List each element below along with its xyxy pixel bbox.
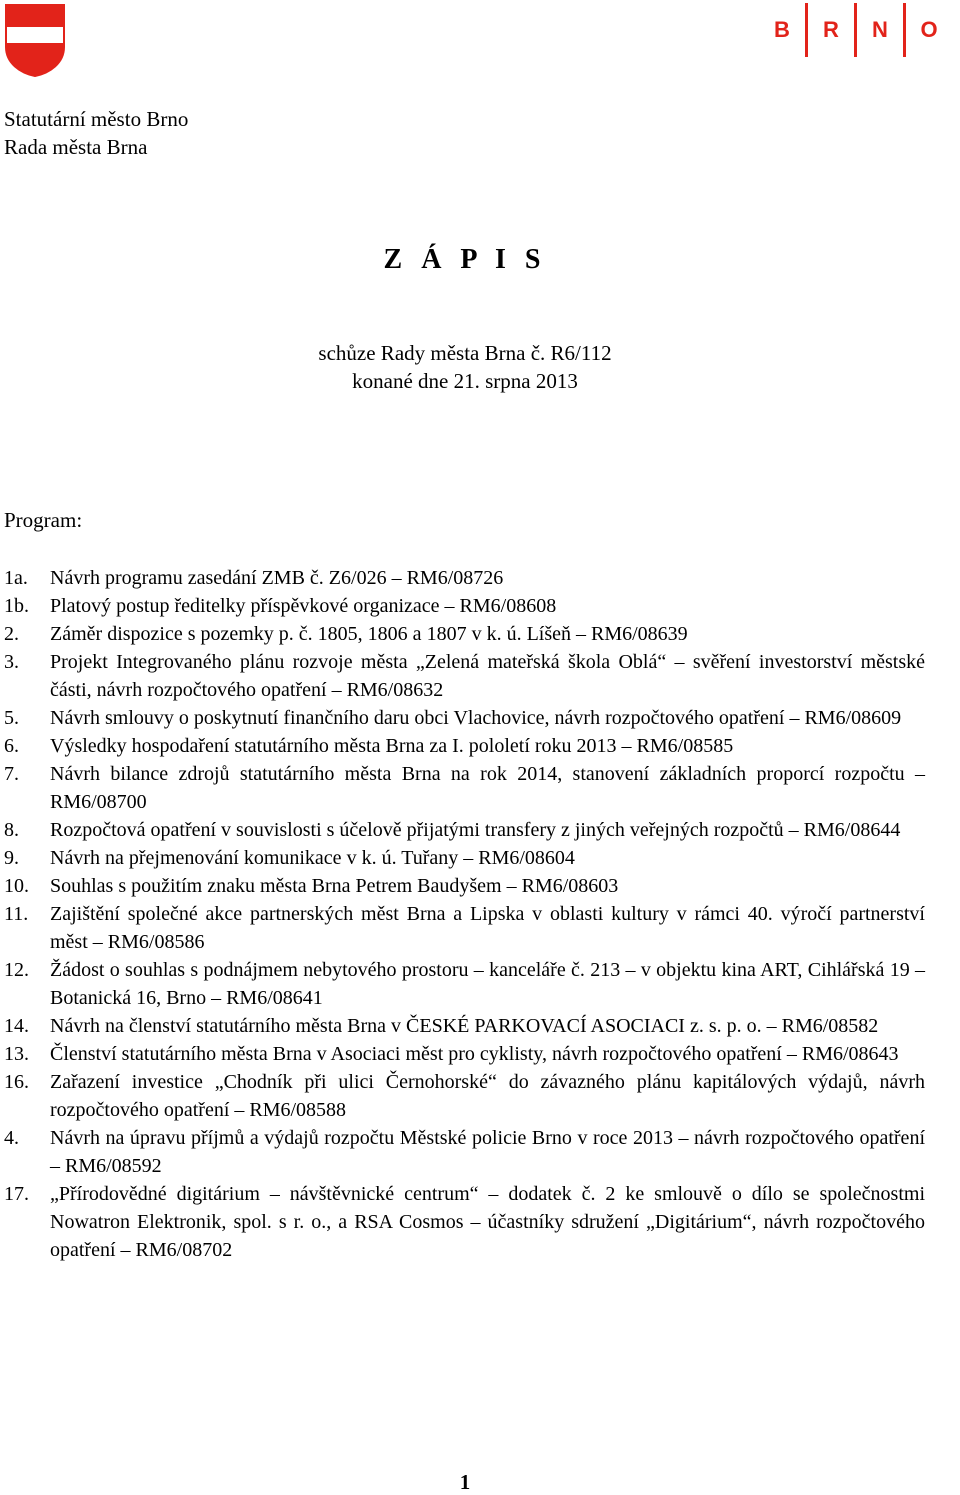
program-item-number: 14. <box>4 1015 29 1037</box>
program-item <box>4 900 925 956</box>
page-number: 1 <box>459 1470 471 1494</box>
meeting-date: konané dne 21. srpna 2013 <box>352 369 578 393</box>
program-item <box>4 816 925 844</box>
logo-letter-b: B <box>774 17 790 42</box>
program-item-number: 8. <box>4 819 19 841</box>
issuer-city: Statutární město Brno <box>4 107 189 131</box>
program-item-number: 7. <box>4 763 19 785</box>
program-item <box>4 760 925 816</box>
program-item-number: 17. <box>4 1183 29 1205</box>
program-item-text: Výsledky hospodaření statutárního města Brna za I. pololetí roku 2013 – RM6/08585 <box>50 735 734 757</box>
program-item-text: Žádost o souhlas s podnájmem nebytového prostoru – kanceláře č. 213 – v objektu kina ART, Cihlářská 19 – Botanická 16, Brno – RM6/08641 <box>50 959 925 1009</box>
program-item <box>4 704 925 732</box>
program-item <box>4 648 925 704</box>
program-item <box>4 1040 925 1068</box>
program-item <box>4 1012 925 1040</box>
program-item-number: 5. <box>4 707 19 729</box>
program-item-text: Zařazení investice „Chodník při ulici Černohorské“ do závazného plánu kapitálových výdajů, návrh rozpočtového opatření – RM6/08588 <box>50 1071 925 1121</box>
program-item-text: „Přírodovědné digitárium – návštěvnické centrum“ – dodatek č. 2 ke smlouvě o dílo se společnostmi Nowatron Elektronik, spol. s r. o., a RSA Cosmos – účastníky sdružení „Digitárium“, návrh rozpočtového opatření – RM6/08702 <box>50 1183 925 1261</box>
program-item-number: 13. <box>4 1043 29 1065</box>
program-item-text: Návrh bilance zdrojů statutárního města Brna na rok 2014, stanovení základních proporcí rozpočtu – RM6/08700 <box>50 763 925 813</box>
program-item-number: 1a. <box>4 567 28 589</box>
program-item-text: Návrh smlouvy o poskytnutí finančního daru obci Vlachovice, návrh rozpočtového opatření – RM6/08609 <box>50 707 902 729</box>
program-label: Program: <box>4 508 83 532</box>
program-item <box>4 620 925 648</box>
program-item-text: Návrh na členství statutárního města Brna v ČESKÉ PARKOVACÍ ASOCIACI z. s. p. o. – RM6/08582 <box>50 1015 879 1037</box>
logo-letter-o: O <box>920 17 938 42</box>
logo-letter-r: R <box>823 17 839 42</box>
program-item-text: Platový postup ředitelky příspěvkové organizace – RM6/08608 <box>50 595 557 617</box>
issuer-council: Rada města Brna <box>4 135 148 159</box>
brno-crest-icon <box>4 3 66 77</box>
program-item-number: 9. <box>4 847 19 869</box>
program-item-text: Návrh na přejmenování komunikace v k. ú. Tuřany – RM6/08604 <box>50 847 575 869</box>
document-title: Z Á P I S <box>383 244 547 275</box>
program-item-text: Projekt Integrovaného plánu rozvoje města „Zelená mateřská škola Oblá“ – svěření investorství městské části, návrh rozpočtového opatření – RM6/08632 <box>50 651 925 701</box>
issuer-block <box>4 105 188 161</box>
program-item <box>4 872 925 900</box>
program-item <box>4 564 925 592</box>
program-list <box>4 564 925 1264</box>
program-item-number: 2. <box>4 623 19 645</box>
program-item-number: 11. <box>4 903 29 925</box>
document-subtitle <box>0 339 930 395</box>
program-item-text: Rozpočtová opatření v souvislosti s účelově přijatými transfery z jiných veřejných rozpočtů – RM6/08644 <box>50 819 901 841</box>
program-item-number: 6. <box>4 735 19 757</box>
program-item-text: Členství statutárního města Brna v Asociaci měst pro cyklisty, návrh rozpočtového opatření – RM6/08643 <box>50 1043 899 1065</box>
program-item-text: Záměr dispozice s pozemky p. č. 1805, 1806 a 1807 v k. ú. Líšeň – RM6/08639 <box>50 623 688 645</box>
program-item <box>4 592 925 620</box>
program-item-text: Zajištění společné akce partnerských měst Brna a Lipska v oblasti kultury v rámci 40. výročí partnerství měst – RM6/08586 <box>50 903 925 953</box>
program-item-text: Souhlas s použitím znaku města Brna Petrem Baudyšem – RM6/08603 <box>50 875 619 897</box>
program-item <box>4 1180 925 1264</box>
program-item-number: 4. <box>4 1127 19 1149</box>
program-item-number: 10. <box>4 875 29 897</box>
program-item <box>4 1124 925 1180</box>
program-item-text: Návrh na úpravu příjmů a výdajů rozpočtu Městské policie Brno v roce 2013 – návrh rozpočtového opatření – RM6/08592 <box>50 1127 925 1177</box>
program-item <box>4 956 925 1012</box>
program-item <box>4 732 925 760</box>
program-item-number: 12. <box>4 959 29 981</box>
meeting-number: schůze Rady města Brna č. R6/112 <box>318 341 612 365</box>
logo-letter-n: N <box>872 17 888 42</box>
program-item-number: 3. <box>4 651 19 673</box>
program-item-number: 16. <box>4 1071 29 1093</box>
program-item-text: Návrh programu zasedání ZMB č. Z6/026 – RM6/08726 <box>50 567 504 589</box>
program-item <box>4 1068 925 1124</box>
brno-logo <box>759 2 952 58</box>
program-item-number: 1b. <box>4 595 29 617</box>
program-item <box>4 844 925 872</box>
